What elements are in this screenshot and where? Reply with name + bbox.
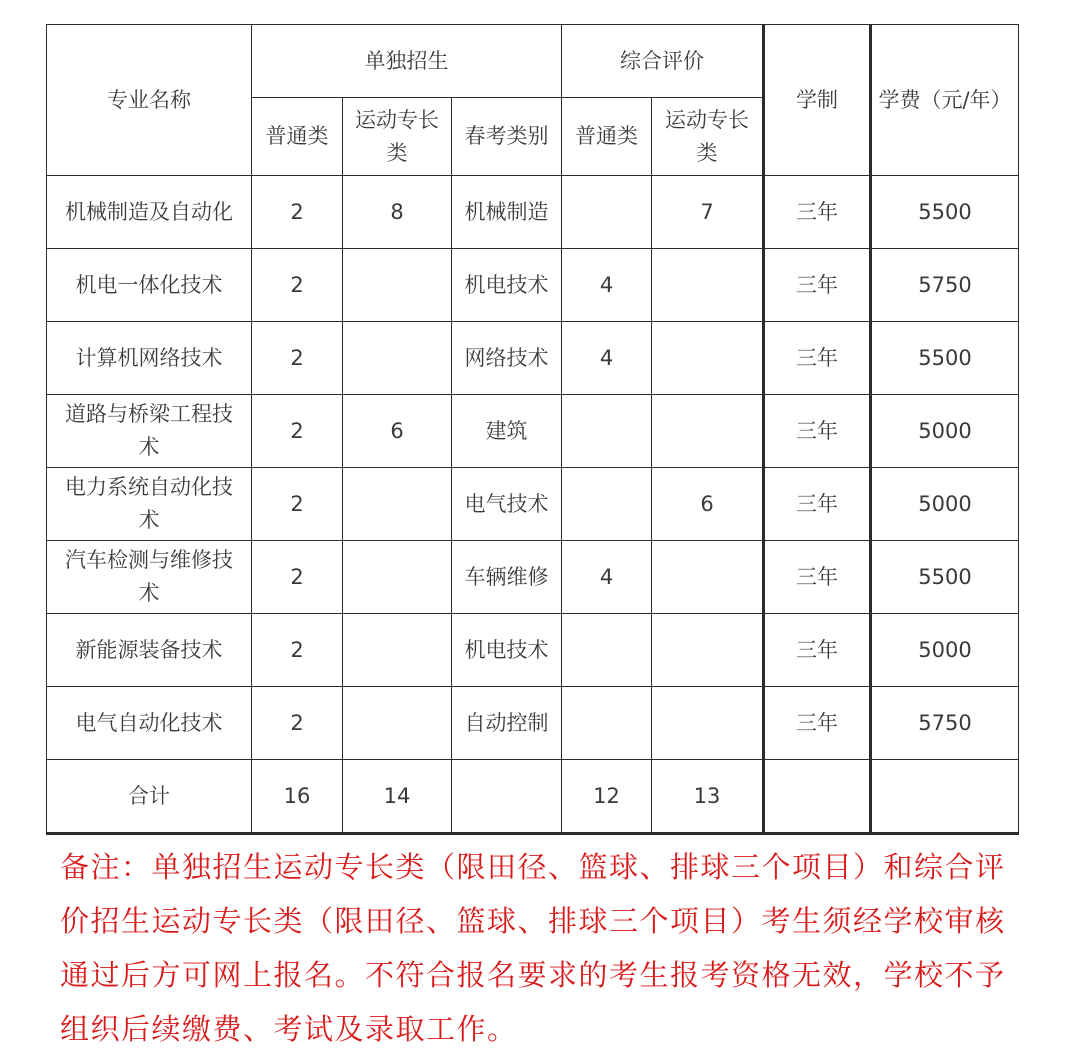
single-sports-cell [343,468,452,541]
single-general-cell: 2 [252,395,343,468]
major-name-cell: 计算机网络技术 [47,322,252,395]
header-group-single-enrollment: 单独招生 [252,25,562,98]
single-sports-cell: 8 [343,176,452,249]
spring-category-cell: 网络技术 [452,322,562,395]
total-single-general-cell: 16 [252,760,343,834]
comp-general-cell [562,395,652,468]
major-name-cell: 机械制造及自动化 [47,176,252,249]
comp-sports-cell: 7 [652,176,764,249]
total-comp-general-cell: 12 [562,760,652,834]
spring-category-cell: 电气技术 [452,468,562,541]
spring-category-cell: 建筑 [452,395,562,468]
spring-category-cell: 自动控制 [452,687,562,760]
duration-cell: 三年 [764,468,871,541]
comp-sports-cell [652,687,764,760]
tuition-cell: 5500 [871,176,1019,249]
tuition-cell: 5500 [871,322,1019,395]
duration-cell: 三年 [764,541,871,614]
header-spring-category: 春考类别 [452,98,562,176]
single-general-cell: 2 [252,322,343,395]
comp-general-cell: 4 [562,541,652,614]
comp-sports-cell [652,249,764,322]
table-row [47,395,1019,468]
duration-cell: 三年 [764,322,871,395]
tuition-cell: 5500 [871,541,1019,614]
single-general-cell: 2 [252,249,343,322]
total-row [47,760,1019,834]
duration-cell: 三年 [764,687,871,760]
comp-general-cell [562,614,652,687]
table-row [47,687,1019,760]
header-tuition: 学费（元/年） [871,25,1019,176]
total-label-cell: 合计 [47,760,252,834]
header-single-sports: 运动专长类 [343,98,452,176]
duration-cell: 三年 [764,614,871,687]
spring-category-cell: 机电技术 [452,614,562,687]
major-name-cell: 电气自动化技术 [47,687,252,760]
tuition-cell: 5750 [871,249,1019,322]
comp-general-cell [562,468,652,541]
tuition-cell: 5750 [871,687,1019,760]
major-name-cell: 新能源装备技术 [47,614,252,687]
total-tuition-cell [871,760,1019,834]
duration-cell: 三年 [764,176,871,249]
header-duration: 学制 [764,25,871,176]
major-name-cell: 机电一体化技术 [47,249,252,322]
single-sports-cell [343,322,452,395]
tuition-cell: 5000 [871,395,1019,468]
table-row [47,322,1019,395]
table-row [47,614,1019,687]
single-general-cell: 2 [252,614,343,687]
spring-category-cell: 车辆维修 [452,541,562,614]
header-comp-sports: 运动专长类 [652,98,764,176]
total-duration-cell [764,760,871,834]
spring-category-cell: 机电技术 [452,249,562,322]
table-body [47,176,1019,834]
enrollment-plan-document [46,24,1018,835]
comp-sports-cell: 6 [652,468,764,541]
duration-cell: 三年 [764,395,871,468]
major-name-cell: 道路与桥梁工程技术 [47,395,252,468]
table-row [47,249,1019,322]
total-single-sports-cell: 14 [343,760,452,834]
single-general-cell: 2 [252,541,343,614]
header-comp-general: 普通类 [562,98,652,176]
single-sports-cell: 6 [343,395,452,468]
comp-sports-cell [652,614,764,687]
single-general-cell: 2 [252,687,343,760]
table-header [47,25,1019,176]
total-comp-sports-cell: 13 [652,760,764,834]
table-row [47,468,1019,541]
tuition-cell: 5000 [871,468,1019,541]
single-general-cell: 2 [252,176,343,249]
single-sports-cell [343,541,452,614]
single-sports-cell [343,249,452,322]
table-row [47,176,1019,249]
total-spring-category-cell [452,760,562,834]
comp-sports-cell [652,541,764,614]
header-single-general: 普通类 [252,98,343,176]
table-row [47,541,1019,614]
remark-note: 备注：单独招生运动专长类（限田径、篮球、排球三个项目）和综合评价招生运动专长类（限田径、篮球、排球三个项目）考生须经学校审核通过后方可网上报名。不符合报名要求的考生报考资格无效，学校不予组织后续缴费、考试及录取工作。 [60,850,1006,1046]
spring-category-cell: 机械制造 [452,176,562,249]
comp-general-cell: 4 [562,249,652,322]
comp-sports-cell [652,322,764,395]
comp-general-cell [562,687,652,760]
major-name-cell: 电力系统自动化技术 [47,468,252,541]
enrollment-plan-table [46,24,1019,835]
duration-cell: 三年 [764,249,871,322]
single-general-cell: 2 [252,468,343,541]
comp-general-cell: 4 [562,322,652,395]
comp-general-cell [562,176,652,249]
header-group-comprehensive-evaluation: 综合评价 [562,25,764,98]
single-sports-cell [343,614,452,687]
major-name-cell: 汽车检测与维修技术 [47,541,252,614]
tuition-cell: 5000 [871,614,1019,687]
header-major-name: 专业名称 [47,25,252,176]
single-sports-cell [343,687,452,760]
comp-sports-cell [652,395,764,468]
